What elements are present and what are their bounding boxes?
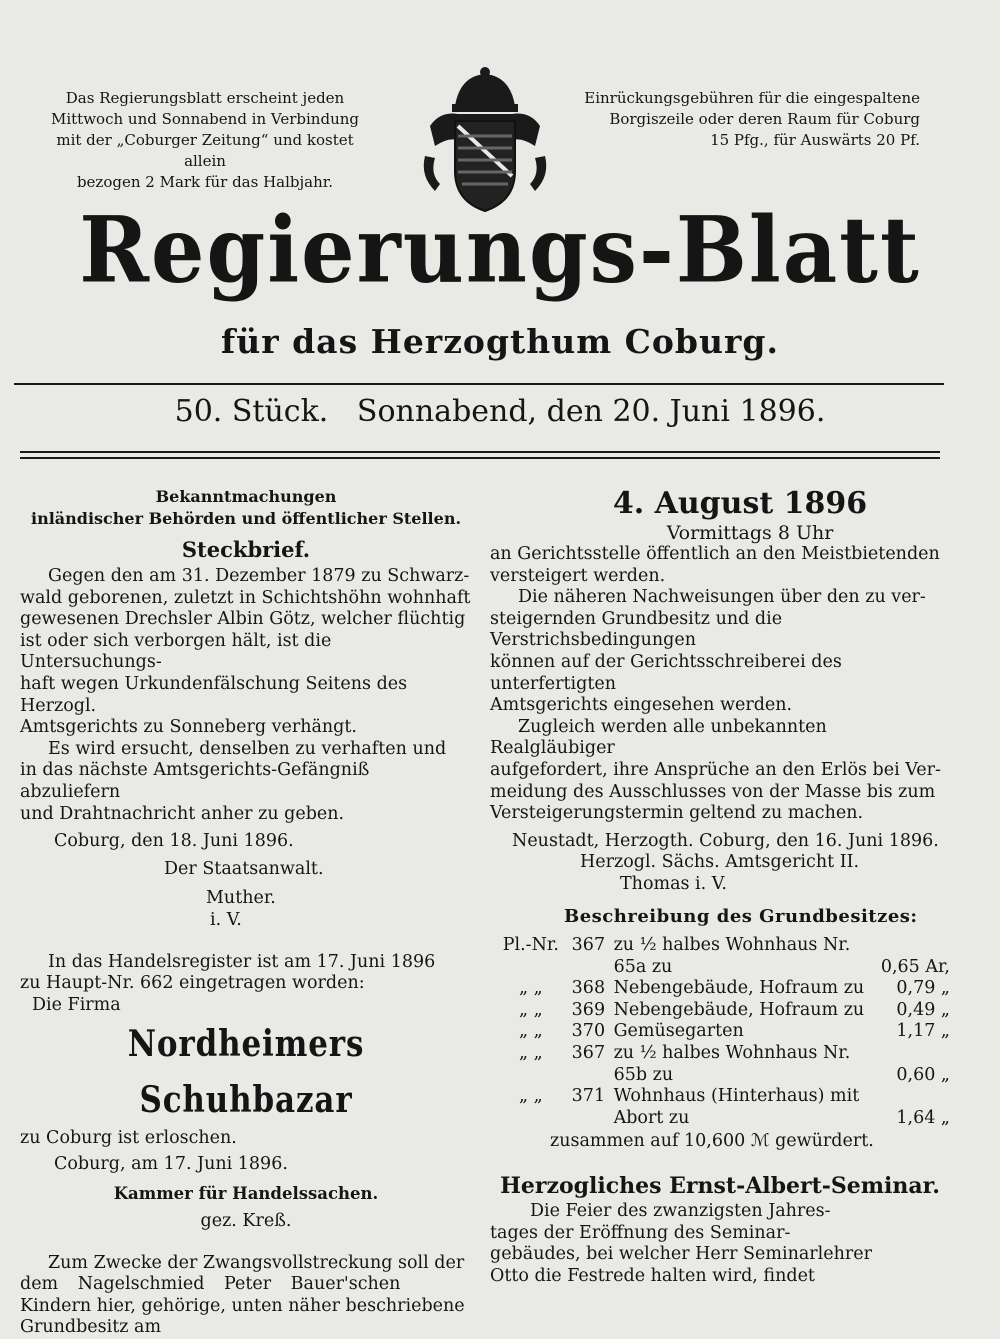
seminar-line: gebäudes, bei welcher Herr Seminarlehrer <box>490 1244 872 1265</box>
property-description: Gemüsegarten <box>613 1021 744 1042</box>
property-plan-no: „ „ <box>518 978 543 999</box>
court-name: Herzogl. Sächs. Amtsgericht II. <box>580 852 860 873</box>
warrant-line: haft wegen Urkundenfälschung Seitens des Herzogl. <box>20 673 408 716</box>
property-description: zu ½ halbes Wohnhaus Nr. <box>613 1043 851 1064</box>
auction-line: Grundbesitz am <box>20 1317 162 1338</box>
property-number: 367 <box>571 935 606 956</box>
property-number <box>572 957 614 979</box>
auction-line: meidung des Ausschlusses von der Masse bis zum <box>490 781 936 802</box>
property-row <box>490 1065 950 1087</box>
warrant-line: wald geborenen, zuletzt in Schichtshöhn wohnhaft <box>20 587 471 608</box>
property-row <box>490 1086 950 1108</box>
auction-line: Versteigerungstermin geltend zu machen. <box>490 803 864 824</box>
auction-time: Vormittags 8 Uhr <box>666 522 834 544</box>
auction-line: Zum Zwecke der Zwangsvollstreckung soll der <box>48 1252 465 1273</box>
register-place-date: Coburg, am 17. Juni 1896. <box>54 1153 288 1174</box>
property-number: 369 <box>571 999 606 1020</box>
auction-line: Amtsgerichts eingesehen werden. <box>490 695 793 716</box>
property-plan-no: „ „ <box>518 999 543 1020</box>
property-area <box>864 1043 950 1065</box>
notice-line: Das Regierungsblatt erscheint jeden <box>65 89 345 107</box>
warrant-title: Steckbrief. <box>181 537 311 562</box>
register-line: Die Firma <box>32 994 121 1015</box>
rule-double-1 <box>20 451 940 453</box>
property-total: zusammen auf 10,600 ℳ gewürdert. <box>550 1131 874 1152</box>
auction-line: aufgefordert, ihre Ansprüche an den Erlös bei Ver- <box>490 759 941 780</box>
auction-line: steigernden Grundbesitz und die Verstrichsbedingungen <box>490 608 783 651</box>
warrant-signer: Muther. <box>206 888 276 909</box>
header-left-notice <box>40 88 370 193</box>
warrant-place-date: Coburg, den 18. Juni 1896. <box>54 831 294 852</box>
warrant-line: Es wird ersucht, denselben zu verhaften und <box>48 738 447 759</box>
notice-line: mit der „Coburger Zeitung“ und kostet allein <box>56 131 354 170</box>
property-plan-no: Pl.-Nr. <box>502 935 559 956</box>
warrant-line: gewesenen Drechsler Albin Götz, welcher flüchtig <box>20 609 466 630</box>
property-description: Nebengebäude, Hofraum zu <box>613 999 865 1020</box>
auction-line: an Gerichtsstelle öffentlich an den Meistbietenden <box>490 544 940 564</box>
court-place-date: Neustadt, Herzogth. Coburg, den 16. Juni 1896. <box>512 830 939 851</box>
masthead-subtitle: für das Herzogthum Coburg. <box>221 322 779 361</box>
property-number: 368 <box>571 978 606 999</box>
rule-double-2 <box>20 457 940 459</box>
property-plan-no <box>490 957 572 979</box>
warrant-line: Amtsgerichts zu Sonneberg verhängt. <box>20 717 357 738</box>
firm-name: Nordheimers Schuhbazar <box>127 1023 365 1122</box>
property-area: 0,49 „ <box>896 999 950 1020</box>
seminar-heading: Herzogliches Ernst-Albert-Seminar. <box>500 1173 940 1200</box>
property-area: 0,79 „ <box>896 978 950 999</box>
court-signer: Thomas i. V. <box>620 873 727 894</box>
section-heading: Bekanntmachungen <box>155 487 337 506</box>
warrant-office: Der Staatsanwalt. <box>164 858 324 879</box>
header-right-notice <box>584 88 920 151</box>
property-description: Wohnhaus (Hinterhaus) mit <box>613 1086 860 1107</box>
auction-line: Die näheren Nachweisungen über den zu ver- <box>518 587 926 608</box>
masthead-title: Regierungs-Blatt <box>79 196 921 303</box>
notice-line: bezogen 2 Mark für das Halbjahr. <box>76 173 334 191</box>
property-description: 65b zu <box>613 1064 674 1085</box>
property-row <box>490 935 950 957</box>
property-area <box>864 1086 950 1108</box>
warrant-line: Gegen den am 31. Dezember 1879 zu Schwarz- <box>48 566 470 586</box>
property-row <box>490 1043 950 1065</box>
auction-line: versteigert werden. <box>490 565 666 586</box>
property-row <box>490 1108 950 1130</box>
property-description: zu ½ halbes Wohnhaus Nr. <box>613 935 851 956</box>
auction-line: Zugleich werden alle unbekannten Realgläubiger <box>490 716 827 759</box>
property-area: 1,64 „ <box>896 1107 950 1128</box>
property-area <box>864 935 950 957</box>
firm-text: zu Coburg ist erloschen. <box>20 1128 237 1149</box>
property-number: 371 <box>571 1086 606 1107</box>
property-row <box>490 1000 950 1022</box>
property-description: 65a zu <box>613 956 673 977</box>
property-area: 0,60 „ <box>896 1064 950 1085</box>
property-plan-no: „ „ <box>518 1043 543 1064</box>
property-area: 0,65 Ar, <box>880 956 950 977</box>
property-number: 370 <box>571 1021 606 1042</box>
notice-line: Einrückungsgebühren für die eingespaltene <box>584 89 920 107</box>
warrant-signer-note: i. V. <box>210 909 242 930</box>
property-plan-no: „ „ <box>518 1086 543 1107</box>
auction-line: dem Nagelschmied Peter Bauer'schen <box>20 1274 401 1295</box>
left-column <box>20 486 472 1339</box>
property-row <box>490 957 950 979</box>
notice-line: 15 Pfg., für Auswärts 20 Pf. <box>710 131 920 149</box>
register-signer: gez. Kreß. <box>200 1211 292 1232</box>
property-description: Abort zu <box>613 1107 690 1128</box>
register-office: Kammer für Handelssachen. <box>113 1184 379 1204</box>
property-plan-no <box>490 1108 572 1130</box>
property-heading: Beschreibung des Grundbesitzes: <box>564 905 918 927</box>
auction-line: können auf der Gerichtsschreiberei des unterfertigten <box>490 651 842 694</box>
notice-line: Borgiszeile oder deren Raum für Coburg <box>609 110 920 128</box>
register-line: zu Haupt-Nr. 662 eingetragen worden: <box>20 973 365 994</box>
property-description: Nebengebäude, Hofraum zu <box>613 978 865 999</box>
seminar-line: Otto die Festrede halten wird, findet <box>490 1265 815 1286</box>
property-plan-no: „ „ <box>518 1021 543 1042</box>
property-number <box>572 1065 614 1087</box>
property-plan-no <box>490 1065 572 1087</box>
warrant-line: ist oder sich verborgen hält, ist die Untersuchungs- <box>20 630 332 673</box>
auction-line: Kindern hier, gehörige, unten näher beschriebene <box>20 1295 465 1316</box>
seminar-line: Die Feier des zwanzigsten Jahres- <box>530 1201 831 1222</box>
warrant-line: in das nächste Amtsgerichts-Gefängniß abzuliefern <box>20 760 370 802</box>
seminar-line: tages der Eröffnung des Seminar- <box>490 1222 791 1243</box>
warrant-line: und Drahtnachricht anher zu geben. <box>20 803 345 824</box>
property-number <box>572 1108 614 1130</box>
property-number: 367 <box>571 1043 606 1064</box>
rule-top <box>14 383 944 385</box>
auction-date: 4. August 1896 <box>612 486 868 521</box>
property-row <box>490 978 950 1000</box>
property-table <box>490 935 950 1129</box>
right-column <box>490 486 950 1287</box>
property-row <box>490 1021 950 1043</box>
notice-line: Mittwoch und Sonnabend in Verbindung <box>51 110 359 128</box>
issue-line: 50. Stück. Sonnabend, den 20. Juni 1896. <box>174 394 826 429</box>
section-heading: inländischer Behörden und öffentlicher Stellen. <box>30 509 462 528</box>
property-area: 1,17 „ <box>896 1021 950 1042</box>
register-line: In das Handelsregister ist am 17. Juni 1896 <box>48 951 436 972</box>
